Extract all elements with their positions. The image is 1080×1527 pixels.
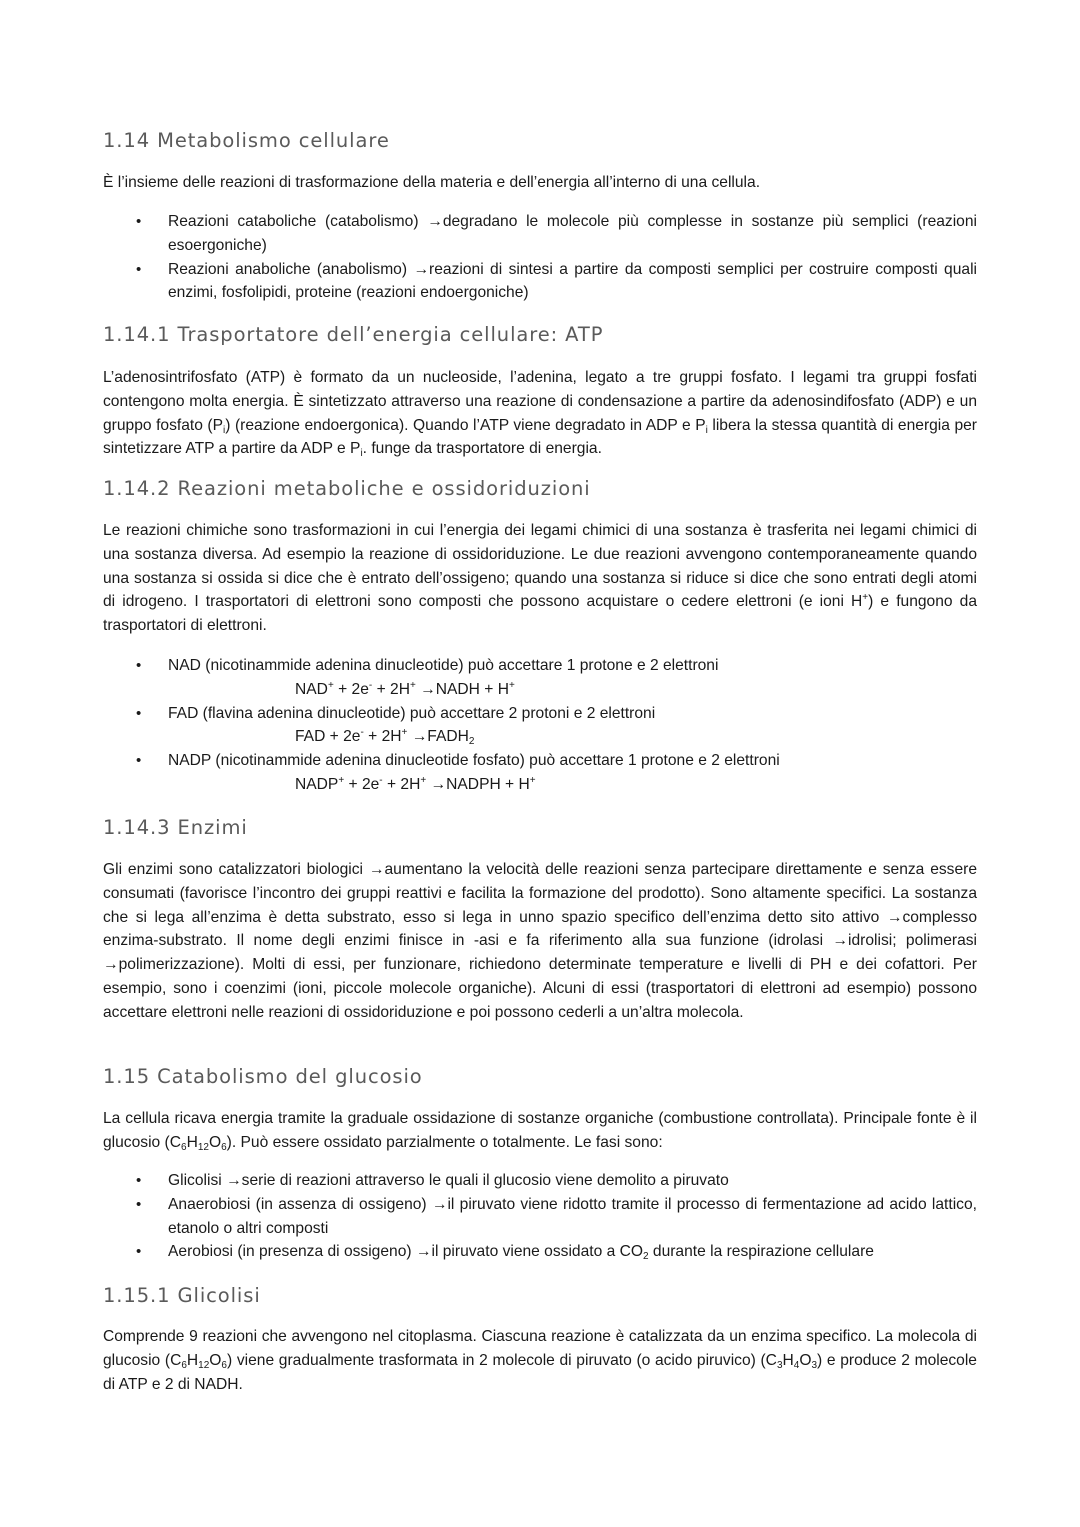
text-span: complesso enzima-substrato. Il nome degli enzimi finisce in -asi e fa riferimento alla sua funzione (idrolasi — [103, 908, 977, 950]
text-span: idrolisi; polimerasi — [848, 932, 977, 950]
heading-1-15-1: 1.15.1 Glicolisi — [103, 1284, 261, 1307]
text-span: Anaerobiosi (in assenza di ossigeno) — [168, 1195, 432, 1213]
text-span: il piruvato viene ridotto tramite il processo di fermentazione ad acido lattico, etanolo o altri composti — [168, 1195, 977, 1237]
text-span: O — [209, 1351, 222, 1369]
text-span: ) viene gradualmente trasformata in 2 molecole di piruvato (o acido piruvico) (C — [226, 1351, 777, 1369]
text-span: durante la respirazione cellulare — [648, 1243, 874, 1261]
text-span: degradano le molecole più complesse in sostanze più semplici (reazioni esoergoniche) — [168, 213, 977, 254]
text-span: 3 — [776, 1359, 783, 1371]
text-span: NADH + H — [435, 680, 509, 698]
heading-1-14: 1.14 Metabolismo cellulare — [103, 129, 390, 152]
text-span: . funge da trasportatore di energia. — [362, 440, 602, 458]
text-span: + — [338, 774, 345, 786]
equation-fad — [168, 725, 977, 749]
text-span: L’adenosintrifosfato (ATP) è formato da un nucleoside, l’adenina, legato a tre gruppi fosfato. I legami tra gruppi fosfati contengono molta energia. È sintetizzato attraverso una reazione di condensazione a partire da adenosindifosfato (ADP) e un gruppo fosfato (P — [103, 369, 977, 434]
text-span: libera la stessa quantità di energia per sintetizzare ATP a partire da ADP e P — [103, 416, 977, 458]
text-span: O — [799, 1351, 812, 1369]
arrow-right-icon: → — [413, 260, 430, 278]
bullet-icon: • — [136, 213, 142, 230]
arrow-right-icon: → — [103, 956, 119, 974]
heading-1-15: 1.15 Catabolismo del glucosio — [103, 1065, 423, 1088]
text-span: - — [360, 727, 364, 739]
text-span: reazioni di sintesi a partire da composti semplici per costruire composti quali enzimi, fosfolipidi, proteine (reazioni endoergoniche) — [168, 260, 977, 302]
text-span: + — [529, 774, 536, 786]
text-span: + 2e — [333, 680, 369, 698]
list-item-anaerobiosis — [103, 1193, 977, 1241]
arrow-right-icon: → — [886, 908, 903, 926]
text-span: ) e fungono da trasportatori di elettroni. — [103, 593, 977, 635]
list-item-nadp — [103, 749, 977, 797]
text-span: ). Può essere ossidato parzialmente o totalmente. Le fasi sono: — [226, 1133, 663, 1151]
text-span: Le reazioni chimiche sono trasformazioni in cui l’energia dei legami chimici di una sostanza è trasferita nei legami chimici di una sostanza diversa. Ad esempio la reazione di ossidoriduzione. Le due reazioni avvengono contemporaneamente quando una sostanza si ossida si dice che è entrato dell’ossigeno; quando una sostanza si riduce si dice che sono entrati degli atomi di idrogeno. I trasportatori di elettroni sono composti che possono acquistare o cedere elettroni (e ioni H — [103, 522, 977, 611]
text-span: + — [409, 679, 416, 691]
text-span: + — [508, 679, 515, 691]
bullet-icon: • — [136, 704, 142, 722]
bullet-icon: • — [136, 657, 142, 674]
bullet-icon: • — [136, 1195, 142, 1213]
list-item-nad — [103, 654, 977, 702]
text-span: Reazioni anaboliche (anabolismo) — [168, 260, 414, 278]
text-span: 4 — [793, 1359, 800, 1371]
text-span: + 2e — [344, 775, 380, 793]
text-span: Glicolisi — [168, 1172, 227, 1189]
heading-1-14-2: 1.14.2 Reazioni metaboliche e ossidoriduzioni — [103, 477, 591, 500]
text-span: aumentano la velocità delle reazioni senza partecipare direttamente e senza essere consumati (favorisce l’incontro dei gruppi reattivi e facilita la formazione del prodotto). Sono altamente specifici. La sostanza che si lega all’enzima è detta substrato, esso si lega in unno spazio specifico dell’enzima detto sito attivo — [103, 861, 978, 926]
text-span: NADPH + H — [446, 775, 530, 793]
text-span: + — [862, 592, 869, 604]
text-span: - — [368, 679, 373, 691]
text-span: NADP — [295, 775, 339, 793]
text-span: ) (reazione endoergonica). Quando l’ATP viene degradato in ADP e P — [225, 416, 706, 434]
metabolism-list — [103, 210, 977, 305]
heading-1-14-3: 1.14.3 Enzimi — [103, 816, 248, 839]
glucose-phases-list — [103, 1169, 977, 1264]
text-span: 2 — [643, 1251, 649, 1263]
text-span: 12 — [197, 1141, 209, 1153]
text-span: 6 — [181, 1359, 187, 1371]
list-item-glycolysis — [103, 1169, 977, 1193]
list-item-aerobiosis — [103, 1240, 977, 1264]
text-span: NAD — [295, 680, 328, 698]
text-span: H — [186, 1351, 199, 1369]
text-span: NADP (nicotinammide adenina dinucleotide fosfato) può accettare 1 protone e 2 elettroni — [168, 752, 780, 770]
text-span: 3 — [811, 1359, 818, 1371]
text-span: + 2H — [363, 728, 402, 746]
list-item-catabolic — [103, 210, 977, 258]
arrow-right-icon: → — [431, 1195, 448, 1213]
text-span: FADH — [427, 728, 469, 746]
paragraph-redox — [103, 519, 977, 638]
list-item-anabolic — [103, 258, 977, 306]
arrow-right-icon: → — [415, 680, 436, 698]
electron-carriers-list — [103, 654, 977, 797]
bullet-icon: • — [136, 1243, 142, 1261]
text-span: + — [420, 774, 427, 786]
text-span: - — [379, 774, 383, 786]
text-span: 6 — [221, 1141, 227, 1153]
text-span: Aerobiosi (in presenza di ossigeno) — [168, 1243, 416, 1261]
text-span: FAD (flavina adenina dinucleotide) può accettare 2 protoni e 2 elettroni — [168, 704, 656, 722]
paragraph-enzymes — [103, 858, 977, 1025]
arrow-right-icon: → — [426, 775, 447, 793]
text-span: il piruvato viene ossidato a CO — [431, 1243, 643, 1261]
text-span: H — [782, 1351, 794, 1369]
arrow-right-icon: → — [368, 861, 385, 878]
text-span: 12 — [198, 1359, 210, 1371]
text-span: i — [223, 424, 226, 436]
arrow-right-icon: → — [427, 213, 443, 230]
text-span: i — [360, 448, 363, 460]
arrow-right-icon: → — [415, 1243, 432, 1261]
text-span: La cellula ricava energia tramite la graduale ossidazione di sostanze organiche (combustione controllata). Principale fonte è il glucosio (C — [103, 1110, 977, 1151]
heading-1-14-1: 1.14.1 Trasportatore dell’energia cellulare: ATP — [103, 323, 604, 346]
text-span: i — [705, 424, 708, 436]
bullet-icon: • — [136, 260, 142, 278]
text-span: + 2H — [382, 775, 421, 793]
text-span: + — [327, 679, 334, 691]
paragraph-metabolism-intro: È l’insieme delle reazioni di trasformazione della materia e dell’energia all’interno di una cellula. — [103, 174, 761, 191]
bullet-icon: • — [136, 752, 142, 770]
paragraph-glycolysis — [103, 1325, 977, 1396]
text-span: + — [401, 727, 408, 739]
text-span: + 2H — [372, 680, 410, 698]
arrow-right-icon: → — [226, 1172, 242, 1189]
text-span: serie di reazioni attraverso le quali il glucosio viene demolito a piruvato — [241, 1172, 729, 1189]
text-span: O — [208, 1133, 222, 1151]
bullet-icon: • — [136, 1172, 142, 1189]
text-span: 6 — [181, 1141, 187, 1153]
text-span: Comprende 9 reazioni che avvengono nel citoplasma. Ciascuna reazione è catalizzata da un enzima specifico. La molecola di glucosio (C — [103, 1328, 977, 1369]
text-span: Gli enzimi sono catalizzatori biologici — [103, 861, 369, 878]
paragraph-atp — [103, 366, 977, 461]
text-span: ) e produce 2 molecole di ATP e 2 di NADH. — [103, 1351, 977, 1393]
arrow-right-icon: → — [407, 728, 428, 746]
list-item-fad — [103, 702, 977, 750]
text-span: Reazioni cataboliche (catabolismo) — [168, 213, 428, 230]
arrow-right-icon: → — [832, 932, 849, 950]
text-span: 6 — [221, 1359, 227, 1371]
text-span: polimerizzazione). Molti di essi, per funzionare, richiedono determinate temperature e livelli di PH e dei cofattori. Per esempio, sono i coenzimi (ioni, piccole molecole organiche). Alcuni di essi (trasportatori di elettroni ad esempio) possono accettare elettroni nelle reazioni di ossidoriduzione e poi possono cederli a un’altra molecola. — [103, 956, 977, 1021]
text-span: FAD + 2e — [295, 728, 361, 746]
paragraph-glucose-catabolism — [103, 1107, 977, 1155]
equation-nadp — [168, 773, 977, 797]
text-span: H — [186, 1133, 198, 1151]
text-span: NAD (nicotinammide adenina dinucleotide) può accettare 1 protone e 2 elettroni — [168, 657, 719, 674]
equation-nad — [168, 678, 977, 702]
text-span: 2 — [468, 736, 475, 748]
